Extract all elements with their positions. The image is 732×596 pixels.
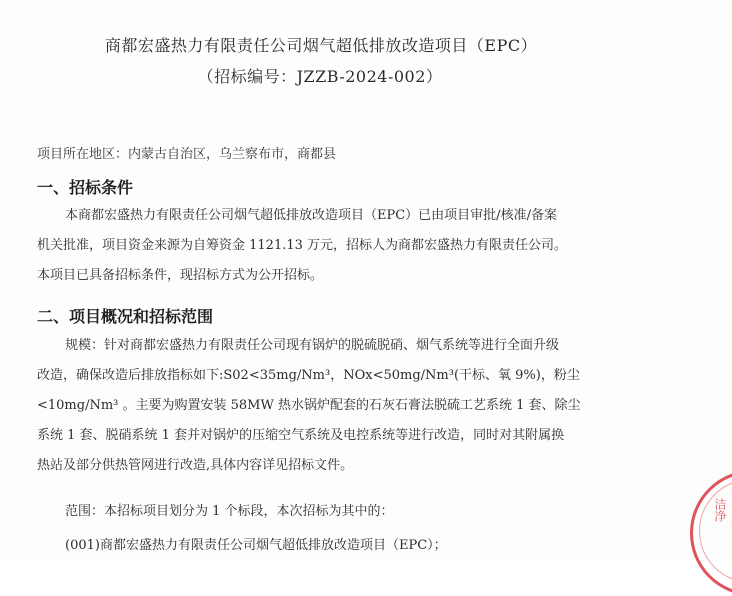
paragraph-line: 本商都宏盛热力有限责任公司烟气超低排放改造项目（EPC）已由项目审批/核准/备案 [65,208,557,223]
bidding-scope: 范围：本招标项目划分为 1 个标段，本次招标为其中的： [65,504,394,519]
paragraph-line: <10mg/Nm³ 。主要为购置安装 58MW 热水锅炉配套的石灰石膏法脱硫工艺系统 1 套、除尘 [37,398,581,413]
section-heading-project-overview: 二、项目概况和招标范围 [37,307,214,326]
lot-item: (001)商都宏盛热力有限责任公司烟气超低排放改造项目（EPC）； [65,538,447,553]
paragraph-line: 改造，确保改造后排放指标如下:S02<35mg/Nm³，NOx<50mg/Nm³(干标、氧 9%)，粉尘 [37,368,580,383]
tender-number: （招标编号：JZZB-2024-002） [197,67,443,86]
paragraph-line: 系统 1 套、脱硝系统 1 套并对锅炉的压缩空气系统及电控系统等进行改造，同时对其附属换 [37,428,565,443]
project-location: 项目所在地区：内蒙古自治区，乌兰察布市，商都县 [37,147,337,162]
project-overview-paragraph [37,331,637,481]
paragraph-line: 热站及部分供热管网进行改造,具体内容详见招标文件。 [37,458,354,473]
document-title: 商都宏盛热力有限责任公司烟气超低排放改造项目（EPC） [104,36,538,55]
paragraph-line: 本项目已具备招标条件，现招标方式为公开招标。 [37,268,324,283]
paragraph-line: 规模：针对商都宏盛热力有限责任公司现有锅炉的脱硫脱硝、烟气系统等进行全面升级 [65,338,560,353]
section-heading-bidding-conditions: 一、招标条件 [37,178,134,197]
seal-text: 洁净 [713,498,727,522]
paragraph-line: 机关批准，项目资金来源为自筹资金 1121.13 万元，招标人为商都宏盛热力有限责任公司。 [37,238,568,253]
bidding-conditions-paragraph [37,201,637,291]
